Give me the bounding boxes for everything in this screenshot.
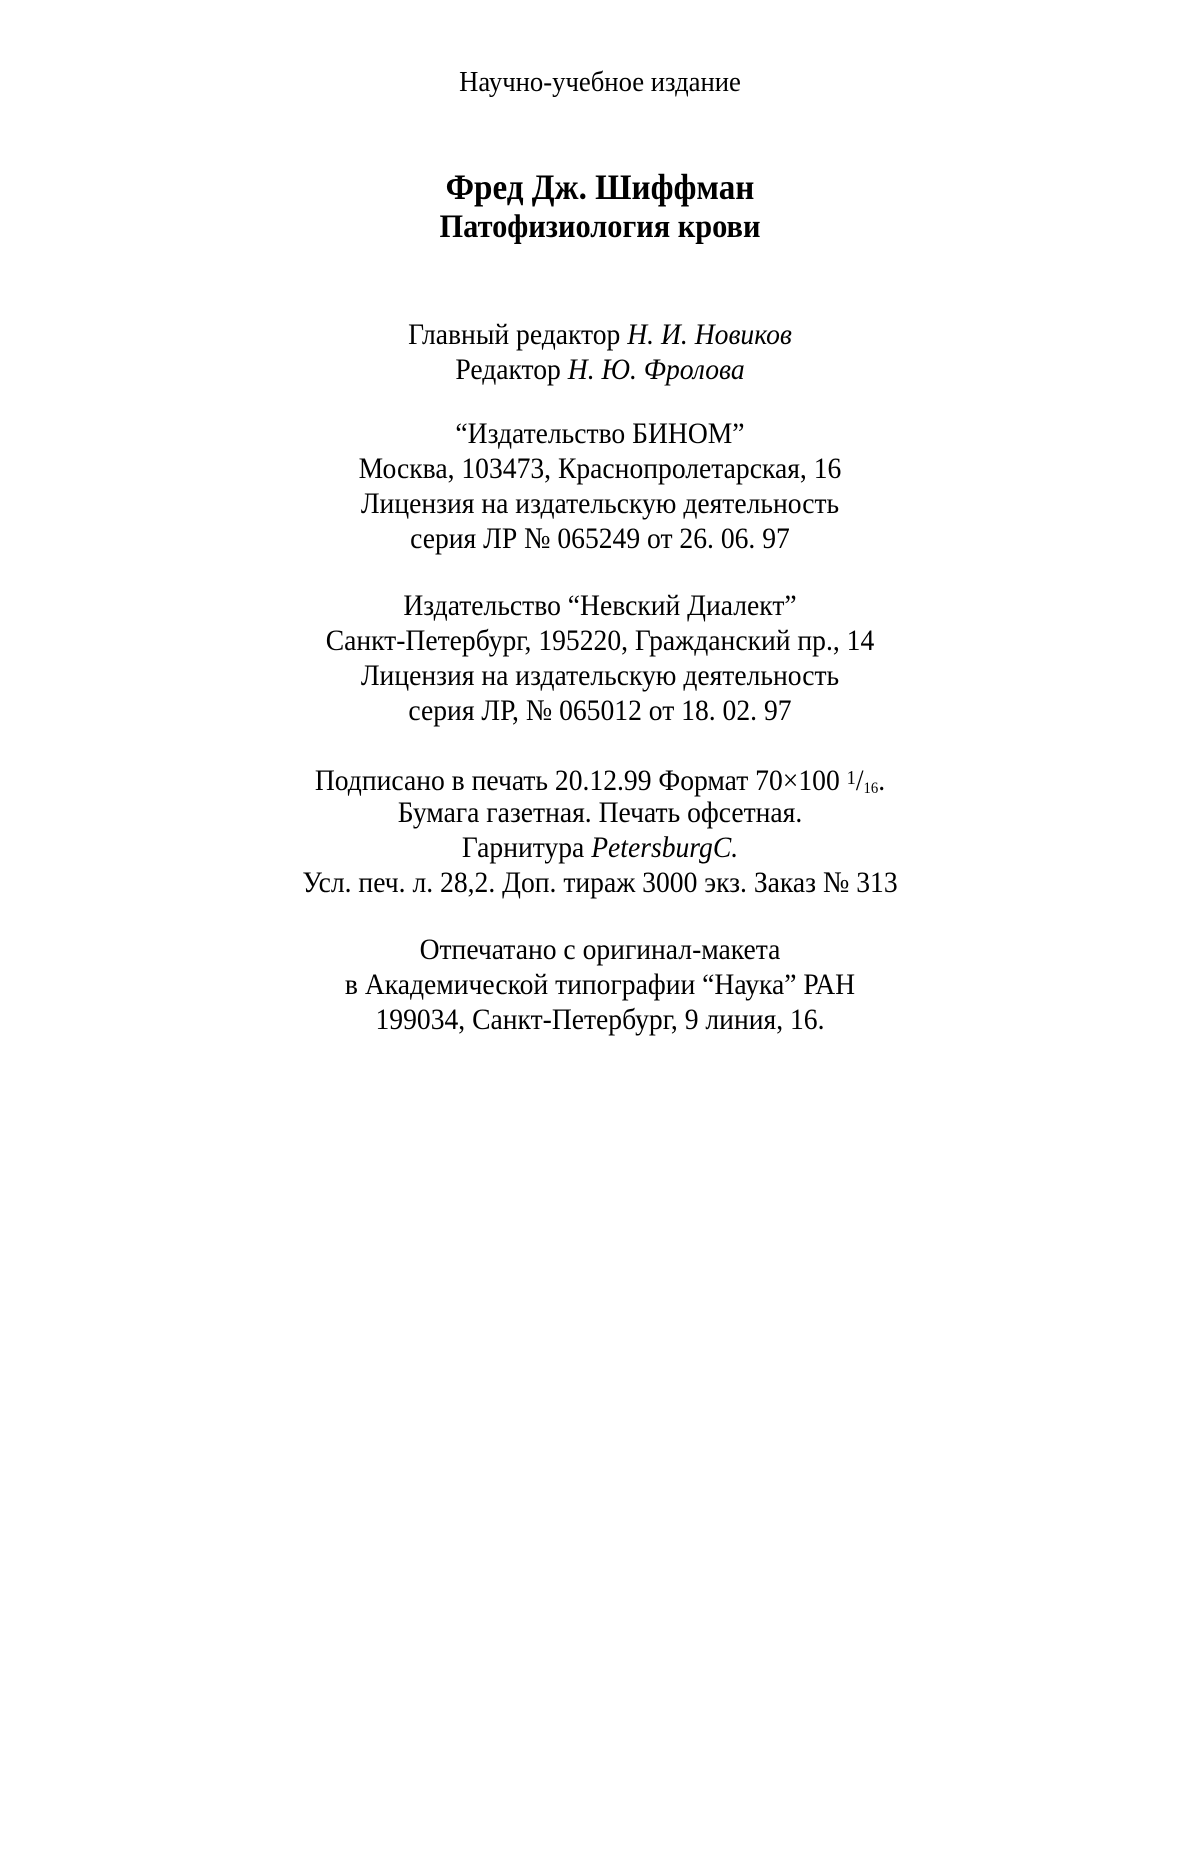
signed-format-line: Подписано в печать 20.12.99 Формат 70×100 $^1$/16. <box>314 764 886 797</box>
editor-line <box>48 352 1152 388</box>
editor-name: Н. Ю. Фролова <box>567 353 745 386</box>
chief-editor-line <box>48 317 1152 353</box>
book-title: Патофизиология крови <box>439 209 761 245</box>
publisher2-license-number: серия ЛР, № 065012 от 18. 02. 97 <box>408 694 792 727</box>
format-fraction-numerator: 1 <box>846 767 856 789</box>
paper-print-line: Бумага газетная. Печать офсетная. <box>397 796 803 829</box>
printer-line-1: Отпечатано с оригинал-макета <box>419 933 781 966</box>
author-name: Фред Дж. Шиффман <box>445 167 755 207</box>
printer-line-3: 199034, Санкт-Петербург, 9 линия, 16. <box>375 1003 825 1036</box>
publisher2-name: Издательство “Невский Диалект” <box>403 589 797 622</box>
publisher2-address: Санкт-Петербург, 195220, Гражданский пр., 14 <box>325 624 875 657</box>
format-fraction-denominator: 16 <box>863 780 879 797</box>
publisher1-address: Москва, 103473, Краснопролетарская, 16 <box>358 452 842 485</box>
series-label: Научно-учебное издание <box>459 66 741 98</box>
typeface-label: Гарнитура <box>461 831 585 864</box>
sheets-run-order-line: Усл. печ. л. 28,2. Доп. тираж 3000 экз. Заказ № 313 <box>302 866 898 899</box>
chief-editor-label: Главный редактор <box>408 318 621 351</box>
printer-line-2: в Академической типографии “Наука” РАН <box>344 968 856 1001</box>
typeface-line <box>48 830 1152 866</box>
publisher2-license: Лицензия на издательскую деятельность <box>360 659 840 692</box>
chief-editor-name: Н. И. Новиков <box>627 318 792 351</box>
publisher1-license-number: серия ЛР № 065249 от 26. 06. 97 <box>410 522 790 555</box>
publisher1-name: “Издательство БИНОМ” <box>455 417 745 450</box>
typeface-name: PetersburgC. <box>591 831 739 864</box>
signed-format-text: Подписано в печать 20.12.99 Формат 70×100 <box>314 764 840 797</box>
editor-label: Редактор <box>455 353 561 386</box>
publisher1-license: Лицензия на издательскую деятельность <box>360 487 840 520</box>
